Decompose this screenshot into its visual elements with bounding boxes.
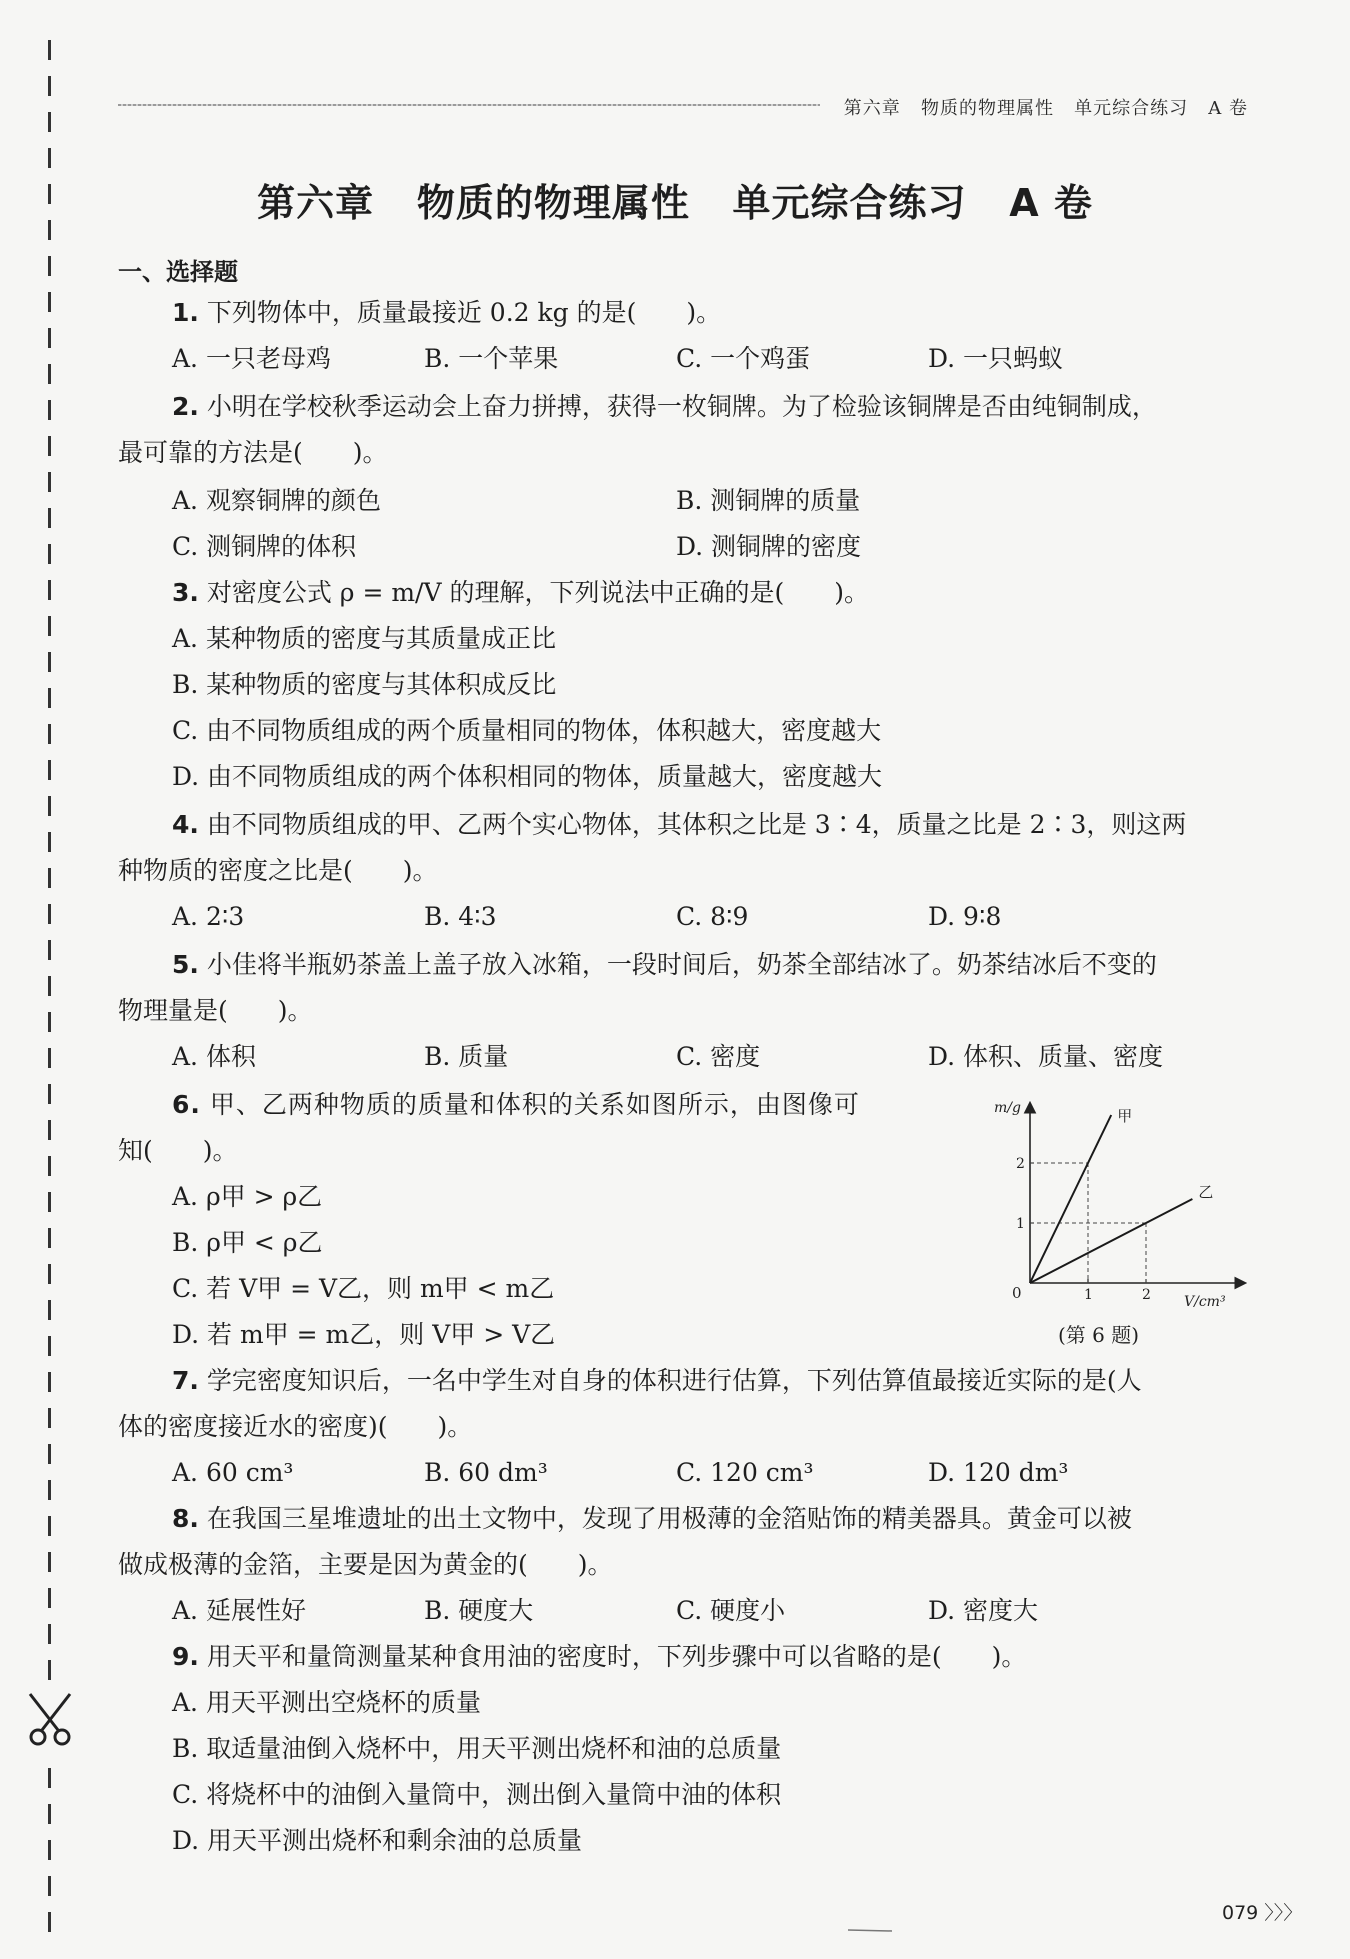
question-number: 6.: [172, 1090, 201, 1119]
cut-dash: [48, 1768, 51, 1788]
cut-dash: [48, 364, 51, 384]
question-text: 学完密度知识后，一名中学生对自身的体积进行估算，下列估算值最接近实际的是(人: [206, 1366, 1142, 1395]
series-line-jia: [1030, 1115, 1111, 1283]
option-b: B. 测铜牌的质量: [676, 486, 861, 515]
page-number: 079 〉〉〉: [1222, 1902, 1303, 1924]
cut-dash: [48, 148, 51, 168]
option-c: C. 测铜牌的体积: [172, 532, 357, 561]
cut-dash: [48, 508, 51, 528]
cut-line: [48, 40, 52, 1940]
q5-options: [172, 1040, 1252, 1074]
cut-dash: [48, 292, 51, 312]
y-tick-label: 2: [1016, 1156, 1025, 1172]
option-d: D. 9∶8: [928, 902, 1002, 931]
x-axis-label: V/cm³: [1184, 1294, 1226, 1310]
question-text: 小明在学校秋季运动会上奋力拼搏，获得一枚铜牌。为了检验该铜牌是否由纯铜制成，: [206, 392, 1157, 421]
option-d: D. 由不同物质组成的两个体积相同的物体，质量越大，密度越大: [172, 762, 883, 791]
section-heading: 一、选择题: [118, 258, 238, 286]
cut-dash: [48, 688, 51, 708]
cut-dash: [48, 904, 51, 924]
cut-dash: [48, 1120, 51, 1140]
cut-dash: [48, 328, 51, 348]
question-number: 7.: [172, 1366, 199, 1395]
option-c: C. 8∶9: [676, 902, 749, 931]
option-d: D. 120 dm³: [928, 1458, 1069, 1487]
option-a: A. 延展性好: [172, 1596, 306, 1625]
question-text-cont: 做成极薄的金箔，主要是因为黄金的( )。: [118, 1550, 613, 1579]
cut-dash: [48, 1336, 51, 1356]
option-a: A. 某种物质的密度与其质量成正比: [172, 624, 556, 653]
cut-dash: [48, 1624, 51, 1644]
cut-dash: [48, 1552, 51, 1572]
cut-dash: [48, 940, 51, 960]
question-6: [172, 1088, 860, 1122]
series-line-yi: [1030, 1199, 1192, 1283]
cut-dash: [48, 1048, 51, 1068]
question-text: 由不同物质组成的甲、乙两个实心物体，其体积之比是 3∶4，质量之比是 2∶3，则这两: [206, 810, 1187, 839]
option-c: C. 一个鸡蛋: [676, 344, 811, 373]
cut-dash: [48, 1480, 51, 1500]
option-a: A. 观察铜牌的颜色: [172, 486, 381, 515]
cut-dash: [48, 1084, 51, 1104]
cut-dash: [48, 400, 51, 420]
cut-dash: [48, 724, 51, 744]
question-8: [172, 1502, 1132, 1536]
origin-label: 0: [1012, 1284, 1022, 1302]
option-b: B. 硬度大: [424, 1596, 534, 1625]
cut-dash: [48, 112, 51, 132]
question-3: [172, 576, 869, 610]
cut-dash: [48, 652, 51, 672]
question-text: 对密度公式 ρ = m/V 的理解，下列说法中正确的是( )。: [206, 578, 869, 607]
cut-dash: [48, 1300, 51, 1320]
q4-options: [172, 900, 1252, 934]
option-a: A. 2∶3: [172, 902, 245, 931]
running-header-text: 第六章 物质的物理属性 单元综合练习 A 卷: [843, 98, 1248, 119]
option-b: B. 4∶3: [424, 902, 497, 931]
question-text: 在我国三星堆遗址的出土文物中，发现了用极薄的金箔贴饰的精美器具。黄金可以被: [206, 1504, 1132, 1533]
cut-dash: [48, 976, 51, 996]
cut-dash: [48, 796, 51, 816]
cut-dash: [48, 256, 51, 276]
option-c: C. 密度: [676, 1042, 761, 1071]
option-b: B. 一个苹果: [424, 344, 559, 373]
option-a: A. 用天平测出空烧杯的质量: [172, 1688, 481, 1717]
question-1: [172, 296, 721, 330]
question-number: 4.: [172, 810, 199, 839]
option-a: A. 60 cm³: [172, 1458, 294, 1487]
running-header: [118, 96, 1248, 120]
cut-dash: [48, 1804, 51, 1824]
cut-dash: [48, 1876, 51, 1896]
option-d: D. 密度大: [928, 1596, 1039, 1625]
y-axis-label: m/g: [994, 1100, 1021, 1116]
mass-volume-chart: [988, 1098, 1260, 1318]
question-number: 2.: [172, 392, 199, 421]
cut-dash: [48, 868, 51, 888]
option-d: D. 用天平测出烧杯和剩余油的总质量: [172, 1826, 583, 1855]
y-tick-label: 1: [1016, 1216, 1025, 1232]
question-9: [172, 1640, 1026, 1674]
cut-dash: [48, 436, 51, 456]
cut-dash: [48, 76, 51, 96]
question-7: [172, 1364, 1142, 1398]
question-text: 用天平和量筒测量某种食用油的密度时，下列步骤中可以省略的是( )。: [206, 1642, 1027, 1671]
question-number: 1.: [172, 298, 199, 327]
q2-options-row2: [172, 530, 1252, 564]
option-d: D. 一只蚂蚁: [928, 344, 1064, 373]
option-d: D. 体积、质量、密度: [928, 1042, 1164, 1071]
option-c: C. 硬度小: [676, 1596, 786, 1625]
question-text-cont: 种物质的密度之比是( )。: [118, 856, 438, 885]
x-tick-label: 2: [1142, 1287, 1151, 1303]
question-text: 小佳将半瓶奶茶盖上盖子放入冰箱，一段时间后，奶茶全部结冰了。奶茶结冰后不变的: [206, 950, 1157, 979]
option-b: B. 60 dm³: [424, 1458, 548, 1487]
cut-dash: [48, 1516, 51, 1536]
series-label: 乙: [1198, 1183, 1214, 1201]
q8-options: [172, 1594, 1252, 1628]
question-text-cont: 物理量是( )。: [118, 996, 313, 1025]
cut-dash: [48, 616, 51, 636]
option-a: A. 体积: [172, 1042, 256, 1071]
cut-dash: [48, 544, 51, 564]
question-text: 下列物体中，质量最接近 0.2 kg 的是( )。: [206, 298, 722, 327]
cut-dash: [48, 1444, 51, 1464]
option-c: C. 120 cm³: [676, 1458, 814, 1487]
cut-dash: [48, 472, 51, 492]
question-text-cont: 最可靠的方法是( )。: [118, 438, 388, 467]
figure-caption: (第 6 题): [1058, 1323, 1140, 1347]
question-number: 3.: [172, 578, 199, 607]
q1-options: [172, 342, 1252, 376]
cut-dash: [48, 1192, 51, 1212]
cut-dash: [48, 1372, 51, 1392]
cut-dash: [48, 40, 51, 60]
option-d: D. 若 m甲 = m乙，则 V甲 > V乙: [172, 1320, 556, 1349]
scissors-icon: [22, 1690, 78, 1748]
question-number: 8.: [172, 1504, 199, 1533]
option-c: C. 由不同物质组成的两个质量相同的物体，体积越大，密度越大: [172, 716, 882, 745]
q2-options-row1: [172, 484, 1252, 518]
cut-dash: [48, 1228, 51, 1248]
question-4: [172, 808, 1186, 842]
page-title: 第六章 物质的物理属性 单元综合练习 A 卷: [257, 181, 1093, 225]
x-tick-label: 1: [1084, 1287, 1093, 1303]
cut-dash: [48, 1588, 51, 1608]
cut-dash: [48, 760, 51, 780]
cut-dash: [48, 1660, 51, 1680]
question-2: [172, 390, 1157, 424]
cut-dash: [48, 1012, 51, 1032]
cut-dash: [48, 1264, 51, 1284]
option-c: C. 若 V甲 = V乙，则 m甲 < m乙: [172, 1274, 555, 1303]
question-number: 5.: [172, 950, 199, 979]
footer-mark: [848, 1928, 892, 1932]
option-a: A. ρ甲 > ρ乙: [172, 1182, 323, 1211]
q7-options: [172, 1456, 1252, 1490]
series-label: 甲: [1117, 1107, 1133, 1125]
question-number: 9.: [172, 1642, 199, 1671]
option-c: C. 将烧杯中的油倒入量筒中，测出倒入量筒中油的体积: [172, 1780, 782, 1809]
question-5: [172, 948, 1157, 982]
question-text-cont: 体的密度接近水的密度)( )。: [118, 1412, 473, 1441]
option-b: B. 质量: [424, 1042, 509, 1071]
option-b: B. 某种物质的密度与其体积成反比: [172, 670, 557, 699]
option-b: B. 取适量油倒入烧杯中，用天平测出烧杯和油的总质量: [172, 1734, 782, 1763]
cut-dash: [48, 1840, 51, 1860]
option-b: B. ρ甲 < ρ乙: [172, 1228, 323, 1257]
cut-dash: [48, 1156, 51, 1176]
cut-dash: [48, 1912, 51, 1932]
cut-dash: [48, 1408, 51, 1428]
header-rule: [118, 104, 820, 106]
cut-dash: [48, 832, 51, 852]
option-d: D. 测铜牌的密度: [676, 532, 862, 561]
cut-dash: [48, 580, 51, 600]
question-text-cont: 知( )。: [118, 1136, 238, 1165]
option-a: A. 一只老母鸡: [172, 344, 331, 373]
question-text: 甲、乙两种物质的质量和体积的关系如图所示，由图像可: [209, 1090, 860, 1119]
